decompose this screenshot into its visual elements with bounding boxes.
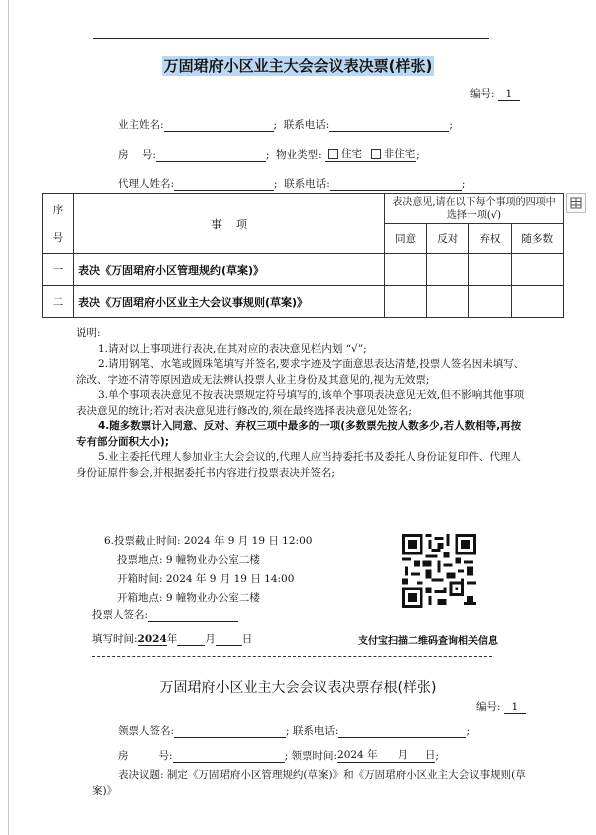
owner-name-row: 业主姓名: ; 联系电话: ; (118, 119, 453, 131)
vote-cell-oppose[interactable] (427, 286, 469, 318)
note-1: 1.请对以上事项进行表决,在其对应的表决意见栏内划 “√”; (98, 342, 367, 355)
notes-heading: 说明: (76, 327, 101, 339)
room-row: 房 号: ; 物业类型: 住宅 非住宅; (118, 148, 420, 161)
note-2: 2.请用钢笔、水笔或圆珠笔填写并签名,要求字迹及字面意思表达清楚,投票人签名因未填写、涂改、字迹不清等原因造成无法辨认投票人业主身份及其意见的,视为无效票; (76, 358, 525, 386)
cut-line (92, 656, 492, 657)
note-4: 4.随多数票计入同意、反对、弃权三项中最多的一项(多数票先按人数多少,若人数相等,再按专有部分面积大小); (76, 420, 522, 448)
ballot-title: 万固珺府小区业主大会会议表决票(样张) (163, 57, 433, 75)
row-seq: 二 (43, 286, 74, 318)
row-item: 表决《万固珺府小区业主大会议事规则(草案)》 (74, 286, 385, 318)
option-abstain-header: 弃权 (469, 224, 511, 254)
vote-table (42, 193, 564, 318)
stub-title: 万固珺府小区业主大会会议表决票存根(样张) (159, 680, 437, 696)
note-3: 3.单个事项表决意见不按表决票规定符号填写的,该单个事项表决意见无效,但不影响其他事项表决意见的统计;若对表决意见进行修改的,须在最终选择表决意见处签名; (76, 389, 525, 417)
agent-phone-field[interactable] (330, 178, 462, 191)
stub-receiver-row: 领票人签名: ; 联系电话: ; (118, 725, 471, 737)
qr-caption: 支付宝扫描二维码查询相关信息 (358, 636, 498, 647)
stub-year: 2024 (337, 749, 364, 761)
option-oppose-header: 反对 (427, 224, 469, 254)
seq-header: 序 号 (43, 194, 74, 254)
option-majority-header: 随多数 (511, 224, 563, 254)
option-agree-header: 同意 (385, 224, 427, 254)
vote-cell-majority[interactable] (511, 254, 563, 286)
vote-cell-abstain[interactable] (469, 286, 511, 318)
header-rule (93, 38, 489, 39)
agent-row: 代理人姓名: ; 联系电话: ; (118, 178, 466, 190)
stub-number-value: 1 (504, 701, 526, 714)
stub-receiver-field[interactable] (174, 725, 286, 738)
vote-cell-abstain[interactable] (469, 254, 511, 286)
qr-code[interactable] (402, 532, 476, 610)
voter-signature-field[interactable] (148, 609, 238, 622)
schedule-block (104, 532, 312, 608)
note-5: 5.业主委托代理人参加业主大会会议的,代理人应当持委托书及委托人身份证复印件、代理人身份证原件参会,并根据委托书内容进行投票表决并签名; (76, 451, 521, 479)
owner-name-field[interactable] (164, 119, 274, 132)
item-header: 事 项 (74, 194, 385, 254)
stub-room-row: 房 号: ; 领票时间:2024 年 月 日; (118, 749, 439, 762)
stub-topics: 表决议题: 制定《万固珺府小区管理规约(草案)》和《万固珺府小区业主大会议事规则(草案)》 (92, 769, 526, 797)
table-row (43, 254, 564, 286)
stub-number: 编号: 1 (476, 699, 526, 714)
open-time: 开箱时间: 2024 年 9 月 19 日 14:00 (117, 573, 295, 585)
vote-deadline: 6.投票截止时间: 2024 年 9 月 19 日 12:00 (104, 535, 313, 547)
stub-room-field[interactable] (173, 750, 285, 763)
owner-phone-field[interactable] (329, 119, 449, 132)
non-residential-checkbox[interactable] (371, 149, 381, 159)
agent-name-field[interactable] (174, 178, 274, 191)
notes (76, 326, 526, 481)
ballot-number-value: 1 (498, 88, 520, 101)
open-place: 开箱地点: 9 幢物业办公室二楼 (117, 592, 260, 604)
ballot-number: 编号: 1 (470, 86, 520, 101)
fill-month-field[interactable] (177, 633, 205, 646)
page-margin-line (8, 0, 9, 835)
voter-signature-row: 投票人签名: (92, 607, 238, 622)
vote-cell-majority[interactable] (511, 286, 563, 318)
vote-cell-agree[interactable] (385, 286, 427, 318)
fill-year: 2024 (137, 633, 167, 645)
row-seq: 一 (43, 254, 74, 286)
table-row (43, 286, 564, 318)
table-layout-icon[interactable] (566, 193, 586, 213)
room-field[interactable] (156, 149, 266, 162)
residential-checkbox[interactable] (328, 149, 338, 159)
stub-phone-field[interactable] (338, 725, 466, 738)
vote-cell-oppose[interactable] (427, 254, 469, 286)
vote-cell-agree[interactable] (385, 254, 427, 286)
opinion-header: 表决意见,请在以下每个事项的四项中选择一项(√) (385, 194, 564, 224)
fill-day-field[interactable] (216, 633, 242, 646)
fill-time-row: 填写时间:2024年 月 日 (92, 633, 253, 645)
row-item: 表决《万固珺府小区管理规约(草案)》 (74, 254, 385, 286)
vote-place: 投票地点: 9 幢物业办公室二楼 (117, 554, 260, 566)
